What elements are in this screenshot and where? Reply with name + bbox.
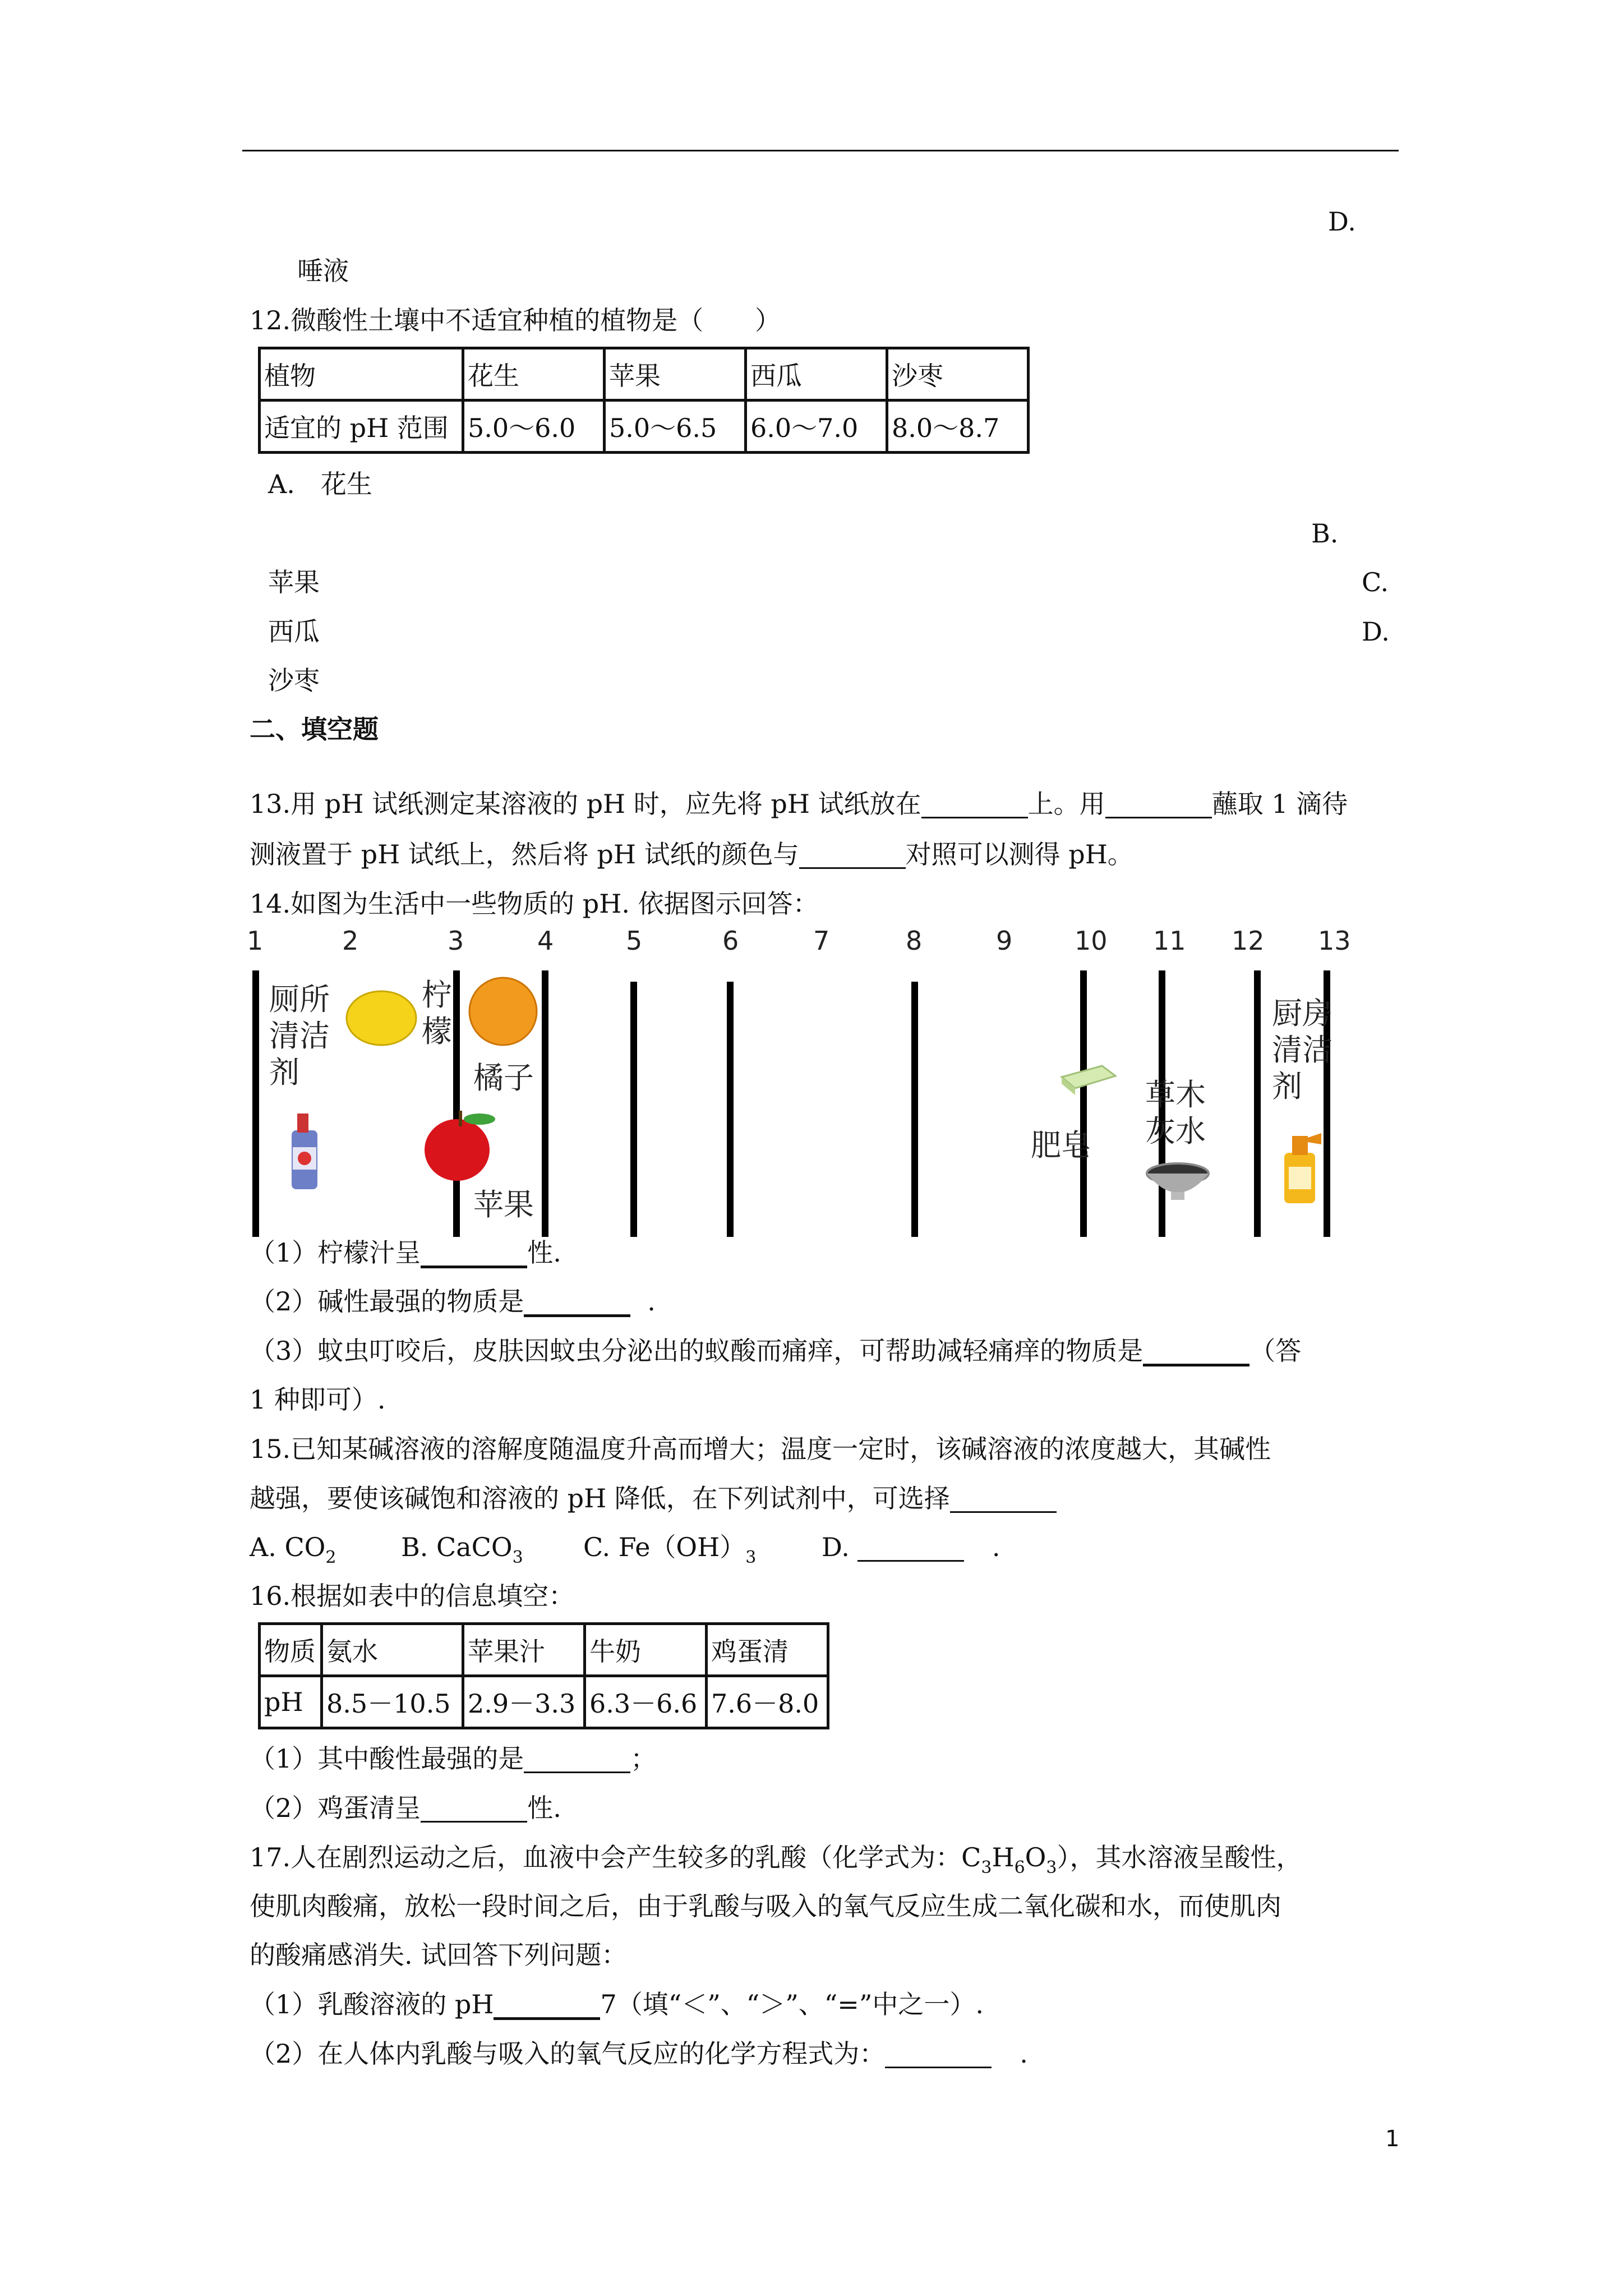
q11-option-d-text: 唾液 (297, 256, 349, 286)
table-cell: 物质 (260, 1624, 322, 1676)
q15-option-d: D. . (822, 1532, 1000, 1562)
q12-stem: 12.微酸性土壤中不适宜种植的植物是（ ） (250, 305, 781, 335)
q16-sub2: （2）鸡蛋清呈 性. (250, 1793, 561, 1823)
answer-blank[interactable] (1105, 791, 1212, 818)
table-cell: 花生 (463, 348, 605, 401)
scale-line (1254, 970, 1261, 1237)
table-cell: 苹果汁 (463, 1624, 585, 1676)
table-cell: pH (260, 1676, 322, 1728)
scale-tick-label: 8 (906, 926, 923, 956)
scale-tick-label: 3 (448, 926, 464, 956)
q16-table (258, 1622, 829, 1729)
orange-icon (467, 975, 540, 1048)
q15-option-c: C. $Fe(OH)_3$ (583, 1532, 757, 1567)
table-cell: 8.5－10.5 (322, 1676, 463, 1728)
answer-blank[interactable] (885, 2041, 992, 2068)
q16-sub1: （1）其中酸性最强的是 ； (250, 1743, 657, 1774)
ash-water-bowl-icon (1144, 1161, 1211, 1206)
answer-blank[interactable] (799, 841, 906, 869)
q11-option-d-label: D. (1328, 206, 1356, 237)
scale-tick-label: 4 (537, 926, 554, 956)
q17-sub2: （2）在人体内乳酸与吸入的氧气反应的化学方程式为： . (250, 2039, 1028, 2069)
scale-tick-label: 6 (722, 926, 739, 956)
q13-text-b: 上。用 (1027, 789, 1105, 819)
apple-icon (421, 1108, 505, 1184)
q12-option-b-label: B. (1311, 518, 1339, 549)
q15-option-b: B. CaCO$_3$ (401, 1532, 523, 1567)
q12-table (258, 347, 1030, 454)
q14-sub3: （3）蚊虫叮咬后，皮肤因蚊虫分泌出的蚁酸而痛痒，可帮助减轻痛痒的物质是 （答 (250, 1336, 1302, 1366)
header-rule (242, 150, 1399, 151)
q12-option-a: A. 花生 (268, 469, 372, 499)
toilet-cleaner-bottle-icon (285, 1108, 324, 1192)
answer-blank[interactable] (421, 1240, 527, 1268)
ph-scale-figure (241, 926, 1357, 1240)
scale-line (453, 970, 460, 1237)
q15-line2: 越强，要使该碱饱和溶液的 pH 降低，在下列试剂中，可选择 (250, 1485, 1057, 1513)
table-cell: 适宜的 pH 范围 (260, 401, 463, 453)
table-cell: 5.0～6.5 (605, 401, 746, 453)
soap-icon (1057, 1060, 1119, 1099)
table-cell: 西瓜 (746, 348, 887, 401)
table-cell: 沙枣 (887, 348, 1029, 401)
scale-line (1080, 970, 1087, 1237)
q15-line1: 15.已知某碱溶液的溶解度随温度升高而增大；温度一定时，该碱溶液的浓度越大，其碱性 (250, 1434, 1271, 1464)
scale-line (911, 982, 918, 1237)
table-row (260, 1676, 828, 1728)
q14-stem: 14.如图为生活中一些物质的 pH. 依据图示回答： (250, 889, 819, 919)
q13-text-a: 13.用 pH 试纸测定某溶液的 pH 时，应先将 pH 试纸放在 (250, 789, 921, 819)
spray-bottle-icon (1279, 1128, 1324, 1206)
label-lemon: 柠 檬 (422, 977, 452, 1049)
answer-blank[interactable] (421, 1795, 527, 1823)
scale-tick-label: 5 (626, 926, 643, 956)
table-cell: 植物 (260, 348, 463, 401)
answer-blank[interactable] (524, 1289, 630, 1317)
section-title: 二、填空题 (250, 714, 379, 744)
q12-option-c-text: 西瓜 (268, 616, 320, 647)
lemon-icon (342, 987, 421, 1049)
table-cell: 5.0～6.0 (463, 401, 605, 453)
q12-option-d-text: 沙枣 (268, 665, 320, 696)
label-wood-ash-water: 草木 灰水 (1145, 1077, 1206, 1149)
label-kitchen-cleaner: 厨房 清洁 剂 (1272, 996, 1332, 1104)
table-cell: 2.9－3.3 (463, 1676, 585, 1728)
q13-text-d: 测液置于 pH 试纸上，然后将 pH 试纸的颜色与 (250, 839, 799, 869)
answer-blank[interactable] (950, 1485, 1057, 1513)
q14-sub3-cont: 1 种即可）. (250, 1384, 386, 1415)
table-cell: 氨水 (322, 1624, 463, 1676)
answer-blank[interactable] (921, 791, 1028, 818)
table-row (260, 401, 1029, 453)
scale-tick-label: 13 (1318, 926, 1351, 956)
answer-blank[interactable] (494, 1991, 600, 2020)
q17-line3: 的酸痛感消失. 试回答下列问题： (250, 1940, 628, 1970)
q17-sub1: （1）乳酸溶液的 pH 7（填“＜”、“＞”、“=”中之一）. (250, 1989, 984, 2019)
q15-option-a: A. $CO_2$ (250, 1532, 336, 1567)
scale-tick-label: 9 (996, 926, 1013, 956)
answer-blank[interactable] (1143, 1338, 1249, 1366)
answer-blank[interactable] (524, 1746, 630, 1773)
q13-line1 (250, 791, 1348, 818)
table-row (260, 348, 1029, 401)
q14-sub2: （2）碱性最强的物质是 . (250, 1286, 656, 1317)
page-number: 1 (1385, 2126, 1400, 2152)
q13-text-e: 对照可以测得 pH。 (905, 839, 1133, 869)
scale-tick-label: 12 (1232, 926, 1265, 956)
scale-tick-label: 7 (813, 926, 830, 956)
answer-blank[interactable] (857, 1534, 964, 1562)
table-row (260, 1624, 828, 1676)
q12-option-b-text: 苹果 (268, 567, 320, 597)
scale-tick-label: 2 (342, 926, 359, 956)
scale-tick-label: 11 (1153, 926, 1186, 956)
scale-line (630, 982, 637, 1237)
table-cell: 苹果 (605, 348, 746, 401)
scale-line (727, 982, 734, 1237)
table-cell: 7.6－8.0 (707, 1676, 828, 1728)
scale-tick-label: 1 (247, 926, 264, 956)
table-cell: 6.0～7.0 (746, 401, 887, 453)
scale-line (542, 970, 548, 1237)
label-orange: 橘子 (473, 1060, 534, 1096)
q17-line1: 17.人在剧烈运动之后，血液中会产生较多的乳酸（化学式为：$C_3H_6O_3$），其水溶液呈酸性， (250, 1842, 1302, 1878)
label-toilet-cleaner: 厕所 清洁 剂 (269, 982, 330, 1090)
scale-tick-label: 10 (1075, 926, 1108, 956)
table-cell: 鸡蛋清 (707, 1624, 828, 1676)
q17-line2: 使肌肉酸痛，放松一段时间之后，由于乳酸与吸入的氧气反应生成二氧化碳和水，而使肌肉 (250, 1891, 1281, 1921)
scale-line (252, 970, 259, 1237)
q13-text-c: 蘸取 1 滴待 (1211, 789, 1348, 819)
label-soap: 肥皂 (1031, 1128, 1091, 1163)
table-cell: 8.0～8.7 (887, 401, 1029, 453)
q16-stem: 16.根据如表中的信息填空： (250, 1581, 575, 1611)
q14-sub1: （1）柠檬汁呈 性. (250, 1237, 561, 1268)
q12-option-d-label: D. (1362, 616, 1390, 647)
q13-line2 (250, 841, 1133, 869)
q12-option-c-label: C. (1362, 567, 1389, 597)
table-cell: 牛奶 (585, 1624, 707, 1676)
table-cell: 6.3－6.6 (585, 1676, 707, 1728)
label-apple: 苹果 (473, 1187, 534, 1222)
